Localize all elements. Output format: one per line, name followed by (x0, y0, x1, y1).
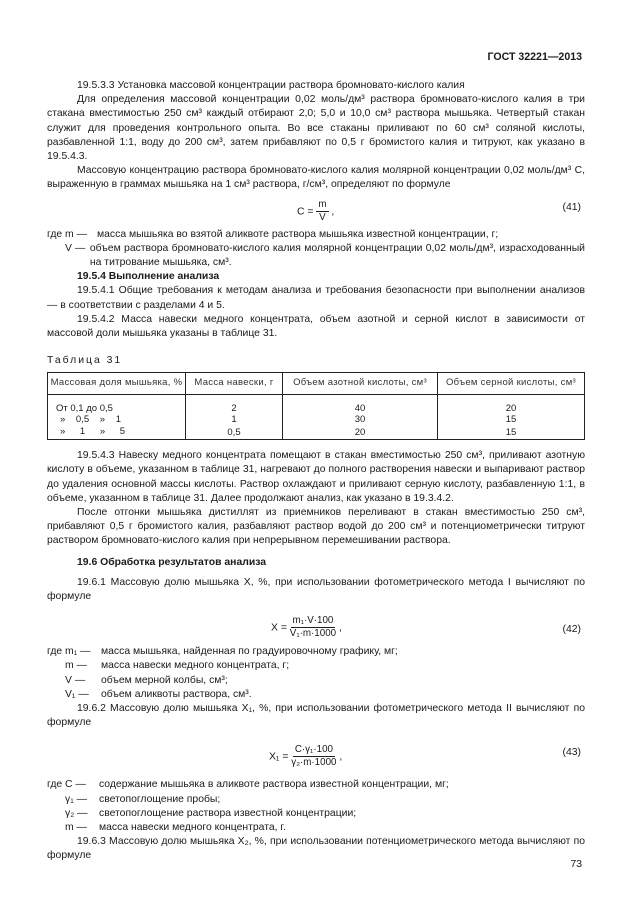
table-header-row (48, 373, 585, 394)
document-body (47, 79, 585, 864)
table-row (48, 414, 585, 426)
table-cell: 20 (283, 426, 438, 440)
definition-row (47, 674, 585, 688)
table-cell: 15 (438, 426, 585, 440)
formula-42-number: (42) (562, 624, 581, 636)
heading-19-6: 19.6 Обработка результатов анализа (77, 556, 267, 568)
definition-row (47, 793, 585, 807)
table-header-cell: Объем азотной кислоты, см³ (283, 373, 438, 394)
paragraph-concentration: Массовую концентрацию раствора бромновато-кислого калия молярной концентрации 0,02 моль/дм³ С, выраженную в граммах мышьяка на 1 см³ раствора, г/см³, определяют по формуле (47, 165, 585, 191)
table-row (48, 394, 585, 403)
definition-row (47, 645, 585, 659)
definition-text: масса мышьяка во взятой аликвоте раствора мышьяка известной концентрации, г; (97, 228, 499, 240)
table-header-cell: Массовая доля мышьяка, % (48, 373, 186, 394)
definition-row (47, 228, 585, 242)
definition-text: объем раствора бромновато-кислого калия молярной концентрации 0,02 моль/дм³, израсходованный на титрование мышьяка, см³. (89, 242, 585, 269)
table-cell: » 1 » 5 (48, 426, 186, 440)
document-header: ГОСТ 32221—2013 (487, 51, 582, 63)
formula-43-tail: , (339, 751, 343, 763)
definitions-42 (47, 645, 585, 702)
table-31 (47, 372, 585, 440)
definitions-41 (47, 228, 585, 271)
definition-symbol: где m₁ — (47, 646, 91, 658)
definition-symbol: m — (65, 822, 87, 834)
paragraph-19-6-2: 19.6.2 Массовую долю мышьяка X₁, %, при использовании фотометрического метода II вычисляют по формуле (47, 703, 585, 729)
paragraph-19-5-4-3: 19.5.4.3 Навеску медного концентрата помещают в стакан вместимостью 250 см³, приливают азотную кислоту в объеме, указанном в таблице 31, нагревают до полного растворения навески и выпаривают раствор до удаления основной массы кислоты. Раствор охлаждают и приливают серную кислоту, разбавленную 1:1, в объеме, указанном в таблице 31. Далее продолжают анализ, как указано в 19.3.4.2. (47, 450, 585, 504)
definition-row (47, 242, 585, 270)
table-title: Таблица 31 (47, 355, 123, 367)
paragraph-determination: Для определения массовой концентрации 0,02 моль/дм³ раствора бромновато-кислого калия в три стакана вместимостью 250 см³ каждый отбирают 2,0; 5,0 и 10,0 см³ раствора мышьяка. Четвертый стакан служит для проведения контрольного опыта. Во все стаканы приливают по 60 см³ соляной кислоты, разбавленной 1:1, воду до 200 см³, затем прибавляют по 0,5 г бромистого калия и титруют, как указано в 19.5.4.3. (47, 94, 585, 163)
formula-41-lhs: C = (297, 205, 314, 217)
table-cell: 20 (438, 403, 585, 415)
definition-text: объем мерной колбы, см³; (101, 674, 228, 686)
table-cell: » 0,5 » 1 (48, 414, 186, 426)
definition-text: масса мышьяка, найденная по градуировочному графику, мг; (101, 646, 398, 658)
formula-42-lhs: X = (271, 622, 287, 634)
definition-text: масса навески медного концентрата, г; (101, 660, 290, 672)
formula-43-numerator: C·γ₁·100 (294, 744, 333, 756)
definition-text: светопоглощение пробы; (99, 793, 221, 805)
table-cell: 30 (283, 414, 438, 426)
paragraph-19-6-1: 19.6.1 Массовую долю мышьяка X, %, при использовании фотометрического метода I вычисляют по формуле (47, 576, 585, 602)
definition-row (47, 807, 585, 821)
table-cell: От 0,1 до 0,5 (48, 403, 186, 415)
formula-41-number: (41) (562, 201, 581, 213)
formula-41-denominator: V (319, 211, 326, 223)
definition-symbol: γ₁ — (65, 793, 87, 805)
definition-symbol: где m — (47, 228, 87, 240)
table-cell: 1 (186, 414, 283, 426)
definition-row (47, 688, 585, 702)
definitions-43 (47, 778, 585, 835)
heading-19-5-4: 19.5.4 Выполнение анализа (77, 271, 220, 283)
table-cell: 15 (438, 414, 585, 426)
definition-row (47, 778, 585, 792)
definition-row (47, 821, 585, 835)
page-number: 73 (570, 859, 582, 870)
formula-42 (47, 609, 585, 647)
formula-41-numerator: m (318, 198, 327, 210)
formula-43 (47, 738, 585, 778)
formula-42-tail: , (339, 622, 342, 634)
definition-symbol: γ₂ — (65, 807, 88, 819)
definition-text: содержание мышьяка в аликвоте раствора известной концентрации, мг; (99, 779, 449, 791)
definition-text: масса навески медного концентрата, г. (99, 822, 286, 834)
definition-symbol: V₁ — (65, 688, 89, 700)
formula-42-fraction (290, 615, 336, 640)
definition-text: светопоглощение раствора известной концентрации; (99, 807, 357, 819)
table-cell: 2 (186, 403, 283, 415)
formula-41-tail: , (331, 205, 335, 217)
formula-41 (47, 195, 585, 225)
table-row (48, 426, 585, 440)
table-cell: 40 (283, 403, 438, 415)
table-header-cell: Объем серной кислоты, см³ (438, 373, 585, 394)
definition-text: объем аликвоты раствора, см³. (101, 688, 252, 700)
formula-43-lhs: X₁ = (269, 751, 289, 763)
definition-symbol: m — (65, 660, 87, 672)
definition-symbol: V — (65, 242, 86, 254)
paragraph-19-6-3: 19.6.3 Массовую долю мышьяка X₂, %, при использовании потенциометрического метода вычисляют по формуле (47, 836, 585, 862)
formula-42-numerator: m₁·V·100 (292, 615, 334, 627)
definition-symbol: V — (65, 674, 86, 686)
paragraph-distillate: После отгонки мышьяка дистиллят из приемников переливают в стакан вместимостью 250 см³, прибавляют 0,5 г бромистого калия, разбавляют раствор водой до 200 см³ и потенциометрически титруют раствором бромновато-кислого калия при непрерывном перемешивании раствора. (47, 506, 585, 547)
formula-43-denominator: γ₂·m·1000 (291, 757, 337, 769)
formula-43-number: (43) (562, 747, 581, 759)
formula-43-fraction (291, 744, 336, 769)
formula-42-denominator: V₁·m·1000 (289, 628, 337, 640)
table-header-cell: Масса навески, г (186, 373, 283, 394)
definition-symbol: где C — (47, 779, 86, 791)
subsection-19-5-3-3: 19.5.3.3 Установка массовой концентрации раствора бромновато-кислого калия (77, 80, 465, 91)
paragraph-19-5-4-2: 19.5.4.2 Масса навески медного концентрата, объем азотной и серной кислот в зависимости от массовой доли мышьяка указаны в таблице 31. (47, 313, 585, 340)
definition-row (47, 659, 585, 673)
paragraph-19-5-4-1: 19.5.4.1 Общие требования к методам анализа и требования безопасности при выполнении анализов — в соответствии с разделами 4 и 5. (47, 285, 585, 311)
table-cell: 0,5 (186, 426, 283, 440)
formula-41-fraction (316, 199, 328, 224)
table-row (48, 403, 585, 415)
